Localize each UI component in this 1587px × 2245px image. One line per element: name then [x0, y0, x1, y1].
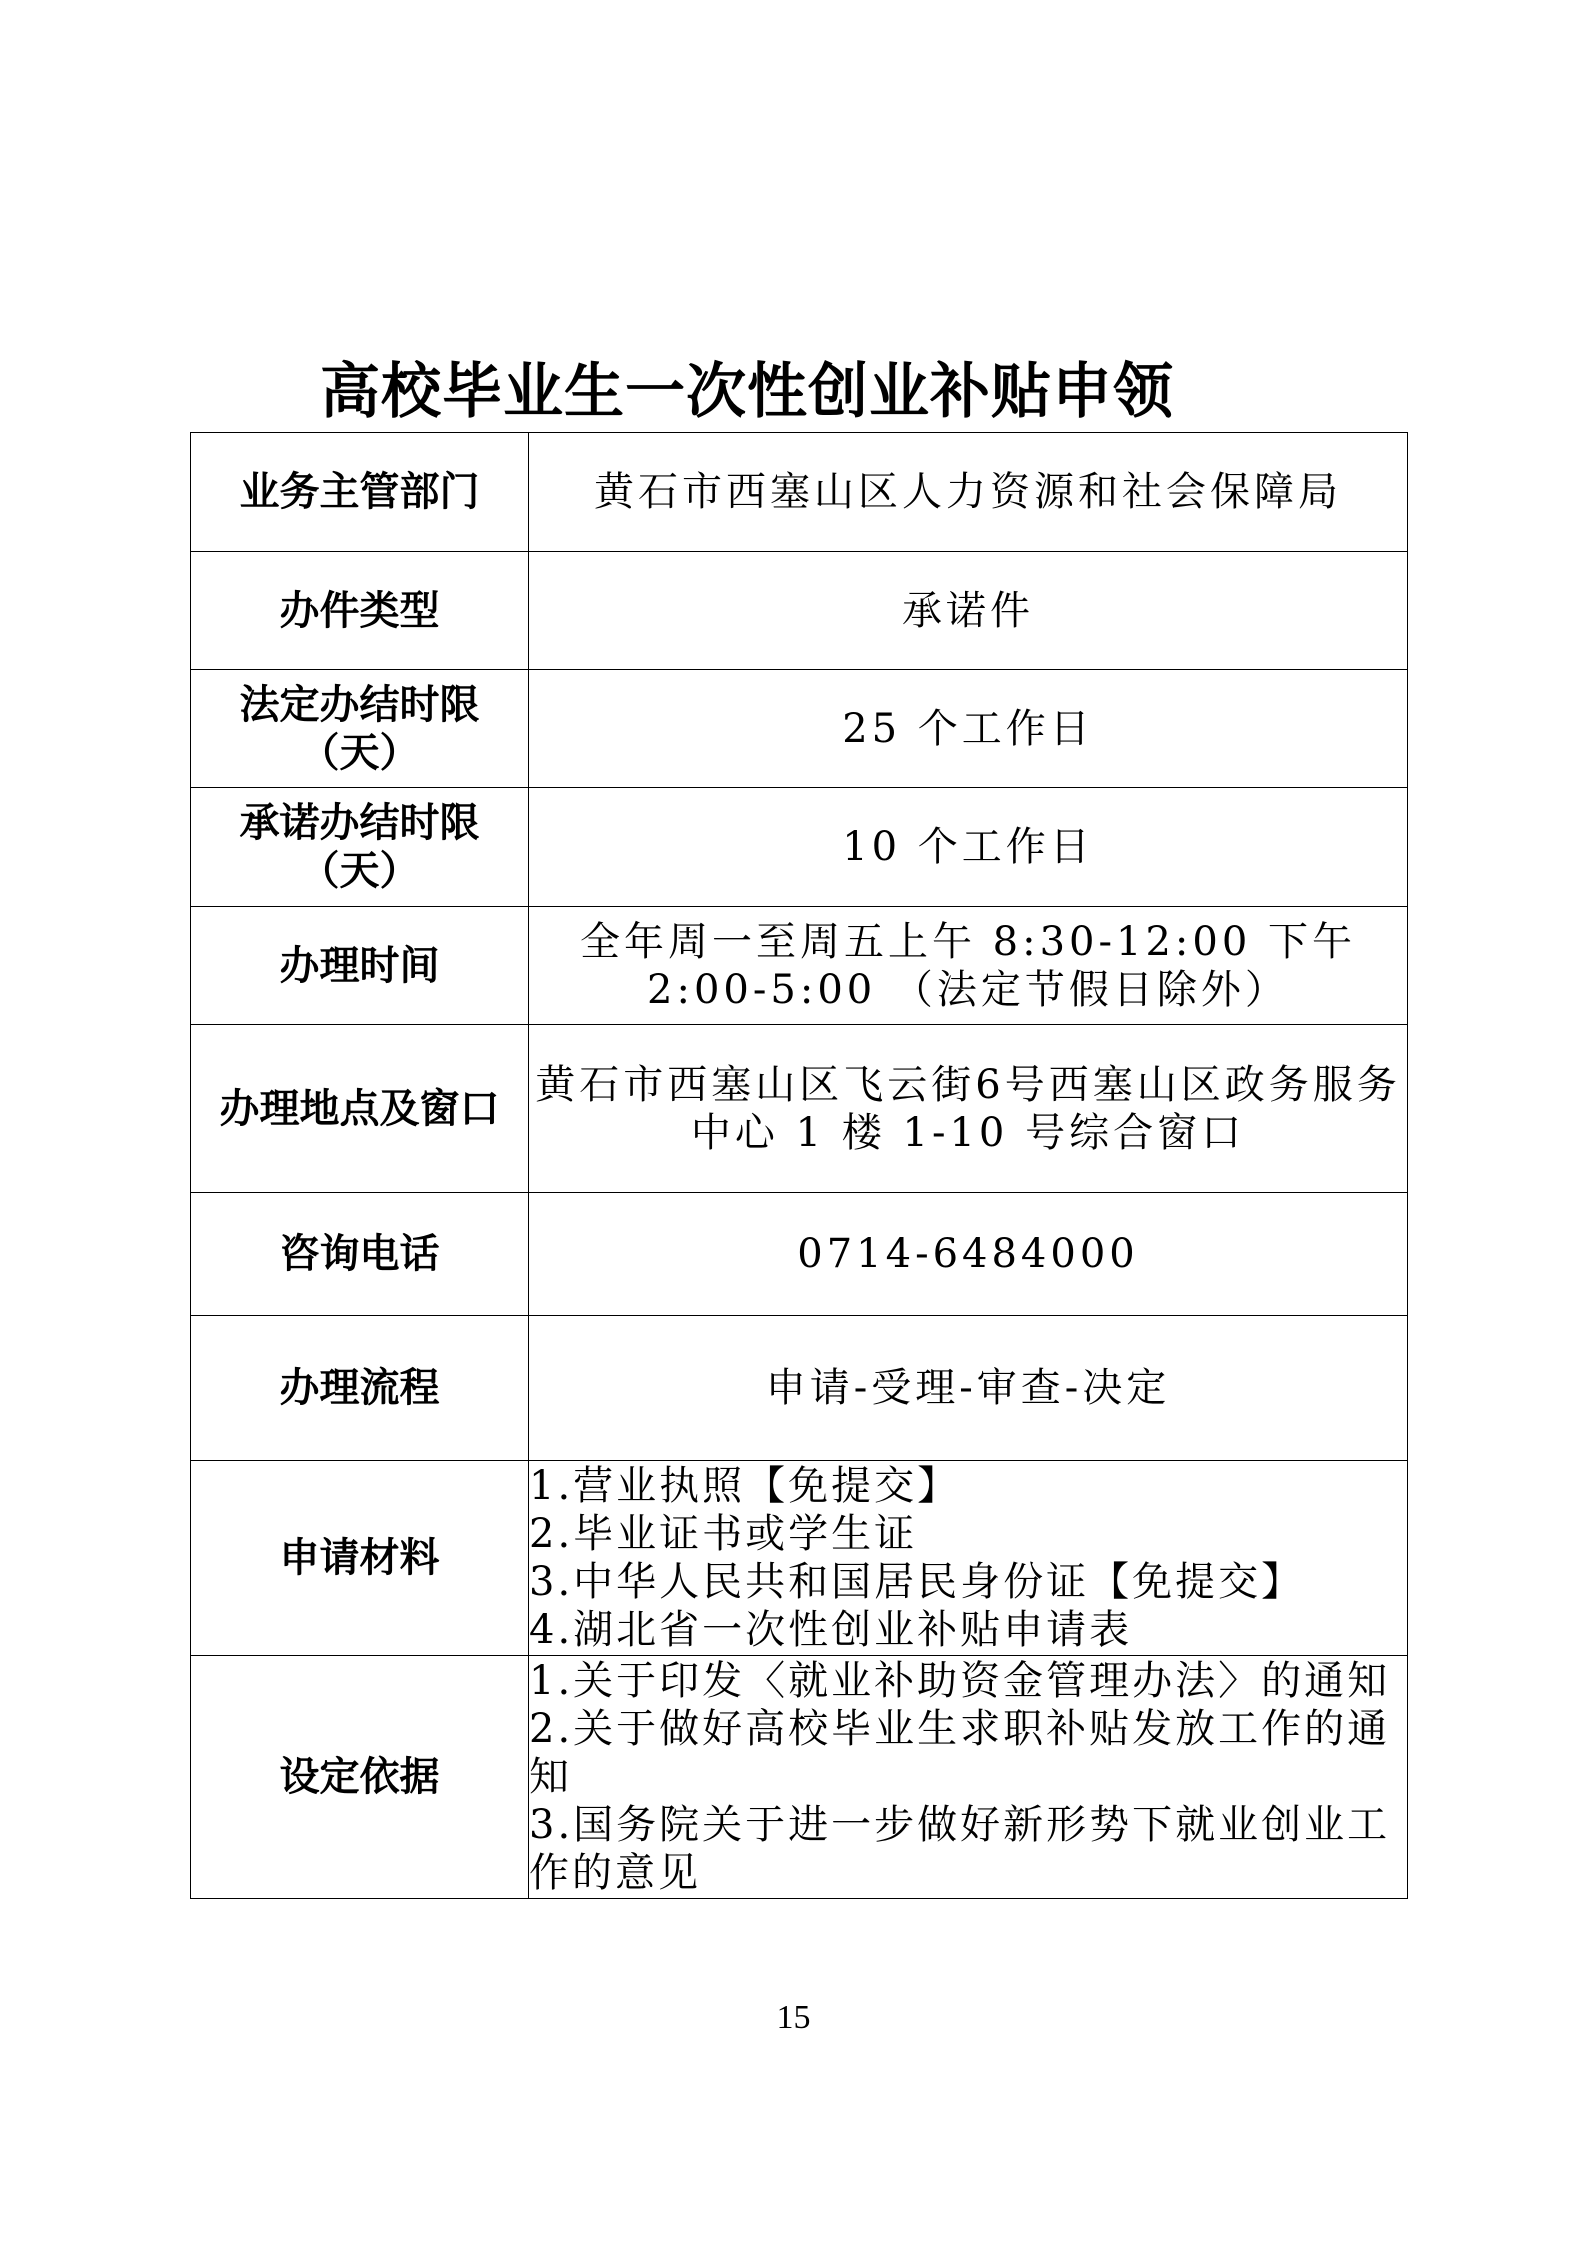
list-item: 2.毕业证书或学生证	[529, 1511, 918, 1557]
department-label: 业务主管部门	[191, 433, 529, 552]
case-type-value: 承诺件	[529, 552, 1408, 670]
office-hours-value	[529, 907, 1408, 1025]
location-label: 办理地点及窗口	[191, 1025, 529, 1193]
phone-label: 咨询电话	[191, 1193, 529, 1316]
row-materials	[191, 1461, 1408, 1656]
list-item: 1.营业执照【免提交】	[529, 1463, 961, 1509]
process-label: 办理流程	[191, 1316, 529, 1461]
row-promised-time-limit	[191, 788, 1408, 907]
legal-time-limit-label	[191, 670, 529, 788]
service-info-table	[190, 432, 1408, 1899]
case-type-label: 办件类型	[191, 552, 529, 670]
row-department	[191, 433, 1408, 552]
list-item: 3.中华人民共和国居民身份证【免提交】	[529, 1559, 1305, 1605]
legal-basis-label: 设定依据	[191, 1656, 529, 1899]
row-process	[191, 1316, 1408, 1461]
office-hours-line-1: 全年周一至周五上午 8:30-12:00 下午	[579, 918, 1357, 965]
location-line-1: 黄石市西塞山区飞云街6号西塞山区政务服务	[535, 1061, 1401, 1108]
legal-basis-list	[529, 1656, 1408, 1899]
materials-label: 申请材料	[191, 1461, 529, 1656]
page-title: 高校毕业生一次性创业补贴申领	[320, 357, 1174, 427]
promised-time-limit-value: 10 个工作日	[529, 788, 1408, 907]
row-case-type	[191, 552, 1408, 670]
legal-time-limit-label-line-2: （天）	[299, 729, 420, 776]
department-value: 黄石市西塞山区人力资源和社会保障局	[529, 433, 1408, 552]
list-item: 2.关于做好高校毕业生求职补贴发放工作的通知	[529, 1706, 1391, 1800]
legal-time-limit-label-line-1: 法定办结时限	[239, 681, 480, 728]
row-legal-time-limit	[191, 670, 1408, 788]
row-office-hours	[191, 907, 1408, 1025]
list-item: 4.湖北省一次性创业补贴申请表	[529, 1607, 1133, 1653]
page-number: 15	[776, 1999, 811, 2036]
list-item: 1.关于印发〈就业补助资金管理办法〉的通知	[529, 1658, 1391, 1704]
process-value: 申请-受理-审查-决定	[529, 1316, 1408, 1461]
materials-list	[529, 1461, 1408, 1656]
promised-time-limit-label-line-1: 承诺办结时限	[239, 800, 480, 846]
location-value	[529, 1025, 1408, 1193]
location-line-2: 中心 1 楼 1-10 号综合窗口	[690, 1109, 1246, 1156]
legal-time-limit-value: 25 个工作日	[529, 670, 1408, 788]
list-item: 3.国务院关于进一步做好新形势下就业创业工作的意见	[529, 1802, 1391, 1896]
row-phone	[191, 1193, 1408, 1316]
promised-time-limit-label	[191, 788, 529, 907]
row-legal-basis	[191, 1656, 1408, 1899]
promised-time-limit-label-line-2: （天）	[299, 848, 420, 894]
office-hours-label: 办理时间	[191, 907, 529, 1025]
office-hours-line-2: 2:00-5:00 （法定节假日除外）	[647, 966, 1289, 1013]
row-location	[191, 1025, 1408, 1193]
phone-value: 0714-6484000	[529, 1193, 1408, 1316]
